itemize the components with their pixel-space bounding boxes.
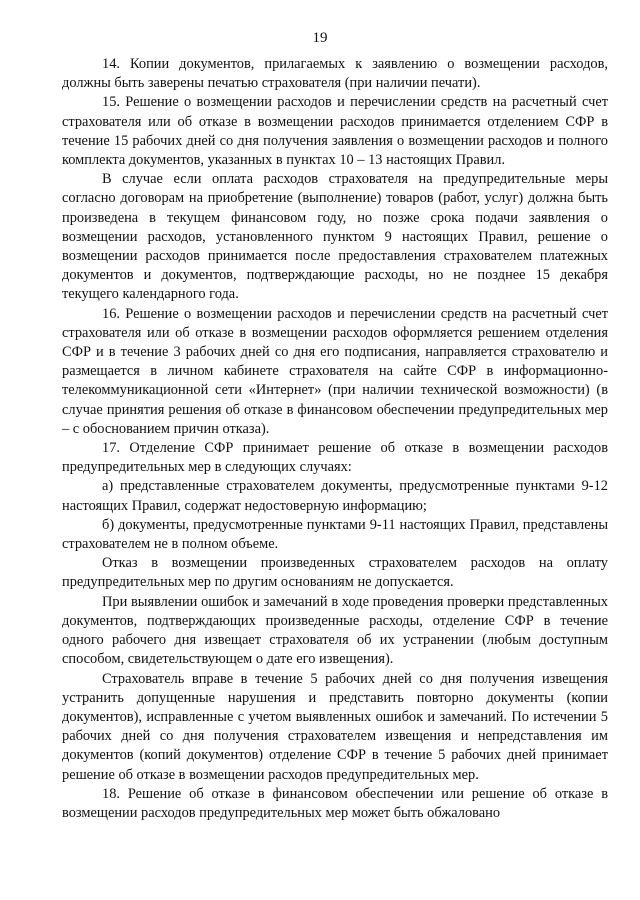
paragraph-item-16: 16. Решение о возмещении расходов и перечислении средств на расчетный счет страхователя или об отказе в возмещении расходов оформляется решением отделения СФР и в течение 3 рабочих дней со дня его подписания, направляется страхователю и размещается в личном кабинете страхователя на сайте СФР в информационно-телекоммуникационной сети «Интернет» (при наличии технической возможности) (в случае принятия решения об отказе в финансовом обеспечении предупредительных мер – с обоснованием причин отказа). [62, 305, 608, 437]
paragraph-item-17: 17. Отделение СФР принимает решение об отказе в возмещении расходов предупредительных мер в следующих случаях: [62, 440, 608, 476]
paragraph-prepayment-case: В случае если оплата расходов страхователя на предупредительные меры согласно договорам на приобретение (выполнение) товаров (работ, услуг) должна быть произведена в текущем финансовом году, но позже срока подачи заявления о возмещении расходов, установленного пунктом 9 настоящих Правил, решение о возмещении расходов принимается после предоставления страхователем платежных документов и документов, подтверждающие расходы, но не позднее 15 декабря текущего календарного года. [62, 171, 608, 303]
paragraph-errors-found: При выявлении ошибок и замечаний в ходе проведения проверки представленных документов, подтверждающих произведенные расходы, отделение СФР в течение одного рабочего дня извещает страхователя об их устранении (любым доступным способом, свидетельствующем о дате его извещения). [62, 593, 608, 668]
paragraph-item-15: 15. Решение о возмещении расходов и перечислении средств на расчетный счет страхователя или об отказе в возмещении расходов принимается отделением СФР в течение 15 рабочих дней со дня получения заявления о возмещении расходов и полного комплекта документов, указанных в пунктах 10 – 13 настоящих Правил. [62, 94, 608, 169]
paragraph-subitem-a: а) представленные страхователем документы, предусмотренные пунктами 9-12 настоящих Правил, содержат недостоверную информацию; [62, 478, 608, 514]
document-body [62, 55, 608, 823]
paragraph-item-18: 18. Решение об отказе в финансовом обеспечении или решение об отказе в возмещении расходов предупредительных мер может быть обжаловано [62, 785, 608, 821]
paragraph-other-grounds: Отказ в возмещении произведенных страхователем расходов на оплату предупредительных мер по другим основаниям не допускается. [62, 555, 608, 591]
paragraph-correction-period: Страхователь вправе в течение 5 рабочих дней со дня получения извещения устранить допущенные нарушения и представить повторно документы (копии документов), исправленные с учетом выявленных ошибок и замечаний. По истечении 5 рабочих дней со дня получения страхователем извещения и непредставления им документов (копий документов) отделение СФР в течение 5 рабочих дней принимает решение об отказе в возмещении расходов предупредительных мер. [62, 670, 608, 783]
paragraph-subitem-b: б) документы, предусмотренные пунктами 9-11 настоящих Правил, представлены страхователем не в полном объеме. [62, 516, 608, 553]
page-number: 19 [312, 30, 328, 46]
paragraph-item-14: 14. Копии документов, прилагаемых к заявлению о возмещении расходов, должны быть заверены печатью страхователя (при наличии печати). [62, 56, 608, 92]
